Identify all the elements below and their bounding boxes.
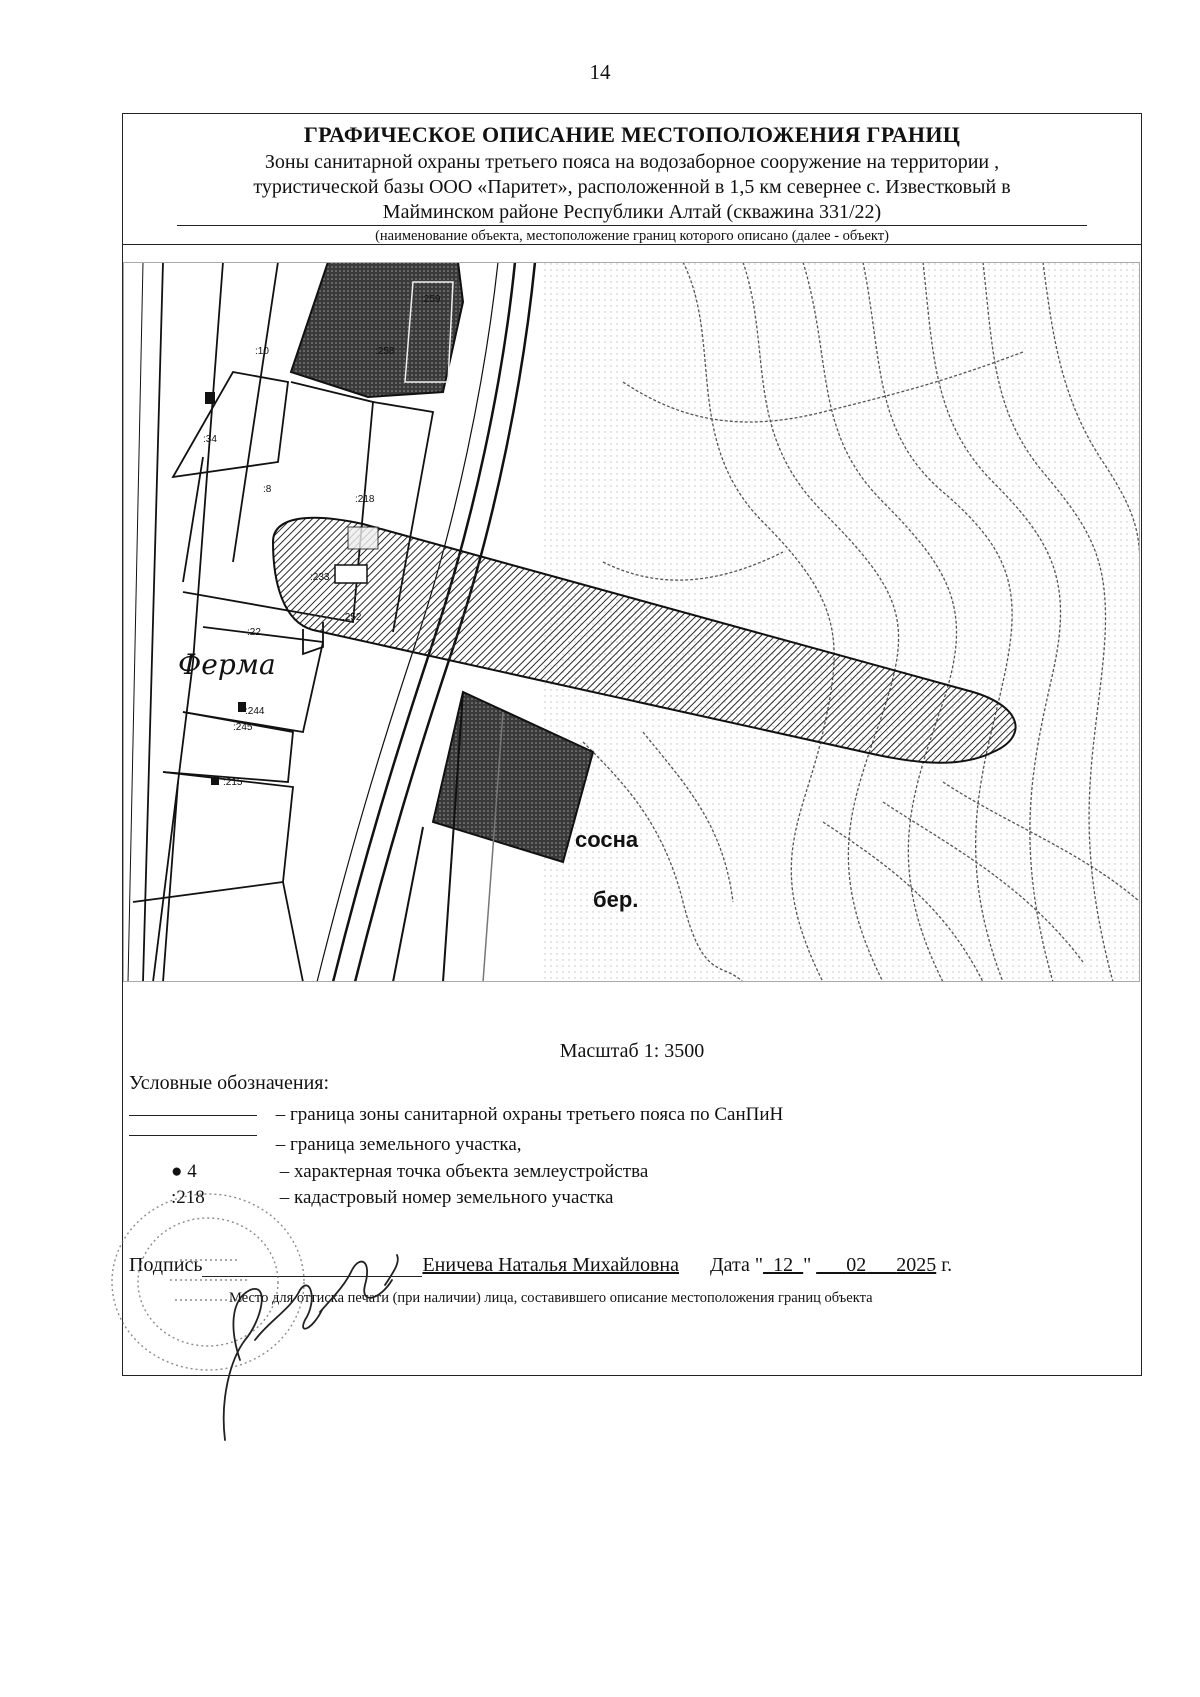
legend-point-text: – характерная точка объекта землеустройства bbox=[279, 1161, 649, 1182]
date-year-suffix: г. bbox=[941, 1254, 953, 1276]
legend-item-parcel bbox=[129, 1134, 522, 1156]
legend-zone-text: – граница зоны санитарной охраны третьего пояса по СанПиН bbox=[275, 1104, 784, 1125]
signature-blank bbox=[202, 1256, 422, 1277]
parcel-22-label: :22 bbox=[247, 627, 261, 638]
signature-row: Подпись Еничева Наталья Михайловна Дата "_12_" ___02___2025 г. bbox=[129, 1254, 953, 1276]
subtitle-note: (наименование объекта, местоположение границ которого описано (далее - объект) bbox=[375, 228, 889, 244]
legend-title: Условные обозначения: bbox=[129, 1072, 330, 1094]
subtitle-underline bbox=[177, 225, 1087, 226]
legend-item-cadastral bbox=[171, 1187, 614, 1209]
legend-cadastral-symbol: :218 bbox=[171, 1187, 205, 1208]
parcel-233-rect bbox=[335, 565, 367, 583]
farm-label: Ферма bbox=[178, 648, 276, 681]
parcel-233-label: :233 bbox=[310, 572, 330, 583]
pine-label: сосна bbox=[575, 827, 639, 852]
legend-item-zone bbox=[129, 1104, 783, 1126]
document-frame bbox=[122, 113, 1142, 1376]
map-svg bbox=[123, 262, 1140, 982]
signature-label: Подпись bbox=[129, 1254, 203, 1276]
parcel-218-rect bbox=[348, 527, 378, 549]
date-month: 02 bbox=[846, 1254, 867, 1276]
subtitle-line-3: Майминском районе Республики Алтай (скважина 331/22) bbox=[382, 201, 882, 223]
birch-label: бер. bbox=[593, 887, 639, 912]
parcel-245-label: :245 bbox=[233, 722, 253, 733]
parcel-8-label: :8 bbox=[263, 484, 272, 495]
building-marker-3 bbox=[211, 777, 219, 785]
legend-parcel-line bbox=[129, 1135, 257, 1136]
stamp-note: Место для оттиска печати (при наличии) лица, составившего описание местоположения границ объекта bbox=[229, 1290, 873, 1306]
legend-point-symbol: ● 4 bbox=[171, 1161, 197, 1182]
date-day: 12 bbox=[773, 1254, 794, 1276]
legend-zone-line bbox=[129, 1115, 257, 1116]
subtitle-line-1: Зоны санитарной охраны третьего пояса на водозаборное сооружение на территории , bbox=[264, 151, 1000, 173]
legend-item-point bbox=[171, 1161, 648, 1183]
legend-cadastral-text: – кадастровый номер земельного участка bbox=[279, 1187, 614, 1208]
parcel-258-label: :258 bbox=[375, 346, 395, 357]
legend-parcel-text: – граница земельного участка, bbox=[275, 1134, 522, 1155]
parcel-244-label: :244 bbox=[245, 706, 265, 717]
header bbox=[123, 114, 1141, 245]
boundary-map bbox=[123, 262, 1140, 982]
subtitle-line-2: туристической базы ООО «Паритет», расположенной в 1,5 км севернее с. Известковый в bbox=[253, 176, 1011, 198]
map-scale: Масштаб 1: 3500 bbox=[559, 1040, 705, 1062]
parcel-215-label: :215 bbox=[223, 777, 243, 788]
object-description bbox=[153, 150, 1111, 225]
page-number: 14 bbox=[589, 60, 611, 84]
parcel-252-label: :252 bbox=[342, 612, 362, 623]
building-marker bbox=[205, 392, 215, 404]
date-year: 2025 bbox=[896, 1254, 937, 1276]
date-label: Дата bbox=[710, 1254, 750, 1276]
document-title: ГРАФИЧЕСКОЕ ОПИСАНИЕ МЕСТОПОЛОЖЕНИЯ ГРАНИЦ bbox=[303, 122, 961, 147]
parcel-10-label: :10 bbox=[255, 346, 269, 357]
parcel-218-label: :218 bbox=[355, 494, 375, 505]
parcel-34-label: :34 bbox=[203, 434, 217, 445]
signer-name: Еничева Наталья Михайловна bbox=[422, 1254, 680, 1276]
parcel-259-label: :259 bbox=[421, 294, 441, 305]
